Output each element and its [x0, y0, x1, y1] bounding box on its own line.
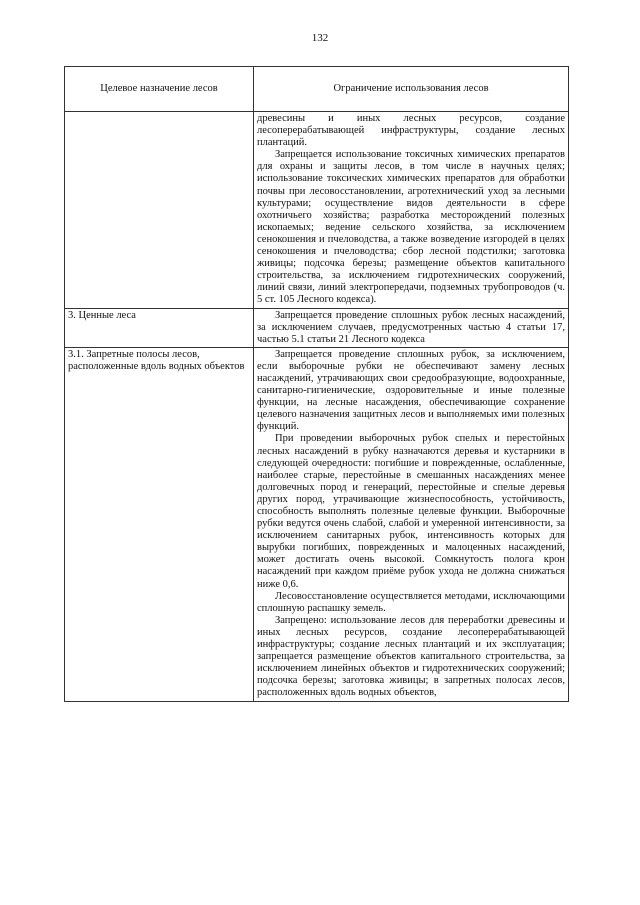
header-restriction: Ограничение использования лесов	[254, 67, 569, 112]
restriction-cell	[254, 112, 569, 309]
purpose-cell	[65, 112, 254, 309]
table-header-row	[65, 67, 569, 112]
table-row	[65, 112, 569, 309]
table-row	[65, 308, 569, 347]
table-row	[65, 347, 569, 701]
restriction-cell	[254, 347, 569, 701]
restriction-paragraph: Запрещено: использование лесов для переработки древесины и иных лесных ресурсов, создание лесоперерабатывающей инфраструктуры; создание лесных плантаций и их эксплуатация; запрещается размещение объектов капитального строительства, за исключением линейных объектов и гидротехнических сооружений; подсочка березы; заготовка живицы; в запретных полосах лесов, расположенных вдоль водных объектов,	[257, 614, 565, 699]
forest-purpose-table	[64, 66, 569, 702]
purpose-cell: 3. Ценные леса	[65, 308, 254, 347]
restriction-paragraph: При проведении выборочных рубок спелых и перестойных лесных насаждений в рубку назначаются деревья и кустарники в следующей очередности: погибшие и поврежденные, ослабленные, наиболее старые, перестойные в смешанных насаждениях менее долговечных пород и генераций, перестойные и спелые деревья других пород, утрачивающие жизнеспособность, устойчивость, способность выполнять полезные целевые функции. Выборочные рубки ведутся очень слабой, слабой и умеренной интенсивности, за исключением санитарных рубок, интенсивность которых для вырубки погибших, поврежденных и малоценных насаждений, может достигать очень высокой. Сомкнутость полога крон насаждений при каждом приёме рубок ухода не должна снижаться ниже 0,6.	[257, 433, 565, 590]
restriction-paragraph: Запрещается проведение сплошных рубок, за исключением, если выборочные рубки не обеспечивают замену лесных насаждений, утрачивающих свои средообразующие, водоохранные, санитарно-гигиенические, оздоровительные и иные полезные функции, на лесные насаждения, обеспечивающие сохранение целевого назначения защитных лесов и выполняемых ими полезных функций.	[257, 348, 565, 433]
restriction-paragraph: Запрещается использование токсичных химических препаратов для охраны и защиты лесов, в том числе в научных целях; использование токсических химических препаратов для обработки почвы при лесовосстановлении, агротехнический уход за лесными культурами; осуществление видов деятельности в сфере охотничьего хозяйства; разработка месторождений полезных ископаемых; ведение сельского хозяйства, за исключением сенокошения и пчеловодства, а также возведение изгородей в целях сенокошения и пчеловодства; сбор лесной подстилки; заготовка живицы; подсочка березы; размещение объектов капитального строительства, за исключением гидротехнических сооружений, линий связи, линий электропередачи, подземных трубопроводов (ч. 5 ст. 105 Лесного кодекса).	[257, 149, 565, 306]
header-purpose: Целевое назначение лесов	[65, 67, 254, 112]
restriction-paragraph: Лесовосстановление осуществляется методами, исключающими сплошную распашку земель.	[257, 590, 565, 614]
purpose-cell: 3.1. Запретные полосы лесов, расположенные вдоль водных объектов	[65, 347, 254, 701]
restriction-cell	[254, 308, 569, 347]
restriction-paragraph: древесины и иных лесных ресурсов, создание лесоперерабатывающей инфраструктуры, создание лесных плантаций.	[257, 113, 565, 149]
restriction-paragraph: Запрещается проведение сплошных рубок лесных насаждений, за исключением случаев, предусмотренных частью 4 статьи 17, частью 5.1 статьи 21 Лесного кодекса	[257, 309, 565, 345]
page-number: 132	[311, 32, 329, 44]
